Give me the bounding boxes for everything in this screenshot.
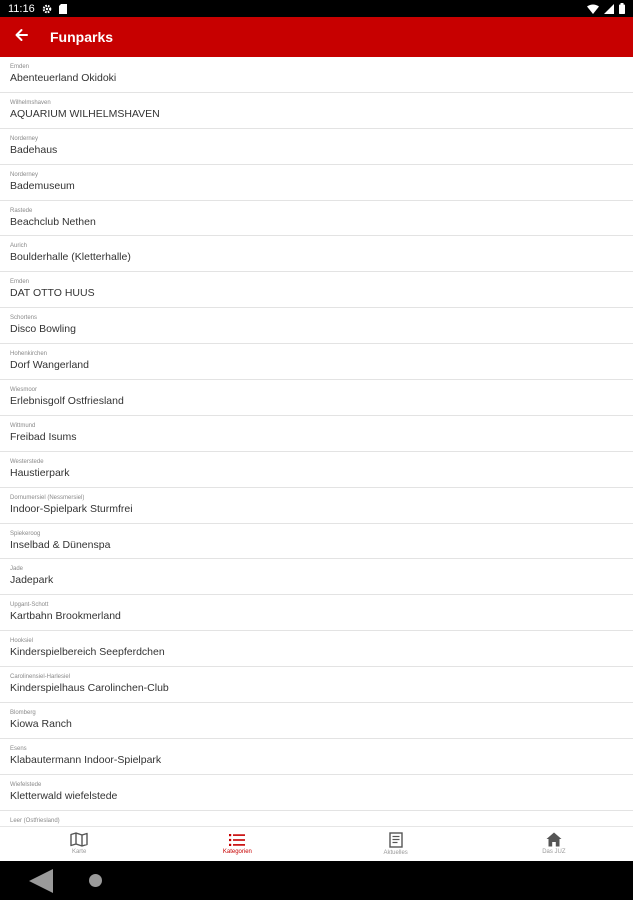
item-name: AQUARIUM WILHELMSHAVEN <box>10 107 160 120</box>
list-item[interactable] <box>0 165 633 201</box>
list-item[interactable] <box>0 57 633 93</box>
wifi-icon <box>587 4 599 14</box>
item-name: Bademuseum <box>10 179 75 192</box>
item-name: Dorf Wangerland <box>10 359 89 372</box>
item-name: Inselbad & Dünenspa <box>10 538 111 551</box>
list-item[interactable] <box>0 308 633 344</box>
item-city: Hohenkirchen <box>10 351 48 358</box>
item-city: Wilhelmshaven <box>10 99 51 106</box>
item-city: Wittmund <box>10 422 36 429</box>
item-city: Spiekeroog <box>10 530 41 537</box>
list-item[interactable] <box>0 811 633 826</box>
status-bar <box>0 0 633 17</box>
page-title: Funparks <box>50 29 114 45</box>
tab-das-juz[interactable] <box>475 827 633 861</box>
list-item[interactable] <box>0 524 633 560</box>
list-item[interactable] <box>0 272 633 308</box>
item-city: Jade <box>10 566 24 573</box>
arrow-back-icon <box>14 28 28 47</box>
item-city: Rastede <box>10 207 33 214</box>
signal-icon <box>604 4 614 14</box>
system-home-icon[interactable] <box>89 874 102 887</box>
item-city: Carolinensiel-Harlesiel <box>10 674 71 681</box>
item-city: Schortens <box>10 315 38 322</box>
item-city: Hooksiel <box>10 638 34 645</box>
item-name: Disco Bowling <box>10 323 76 336</box>
tab-label: Karte <box>71 849 87 855</box>
app-bar <box>0 17 633 57</box>
item-name: Klabautermann Indoor-Spielpark <box>10 753 162 766</box>
tab-label: Aktuelles <box>383 849 408 856</box>
list-item[interactable] <box>0 703 633 739</box>
list-icon <box>229 833 245 847</box>
item-name: Kinderspielhaus Carolinchen-Club <box>10 682 169 695</box>
funpark-list[interactable] <box>0 57 633 826</box>
settings-icon <box>42 4 52 14</box>
item-city: Emden <box>10 64 30 70</box>
item-city: Westerstede <box>10 458 44 465</box>
sd-card-icon <box>59 4 67 14</box>
list-item[interactable] <box>0 344 633 380</box>
list-item[interactable] <box>0 631 633 667</box>
news-icon <box>389 832 403 848</box>
item-city: Wiefelstede <box>10 781 42 788</box>
list-item[interactable] <box>0 559 633 595</box>
item-name: Kiowa Ranch <box>10 718 72 731</box>
tab-label: Das JUZ <box>542 849 566 855</box>
list-item[interactable] <box>0 452 633 488</box>
item-name: Kletterwald wiefelstede <box>10 789 118 802</box>
item-name: DAT OTTO HUUS <box>10 287 95 300</box>
list-item[interactable] <box>0 488 633 524</box>
item-city: Leer (Ostfriesland) <box>10 817 60 824</box>
item-city: Aurich <box>10 243 28 250</box>
item-name: Indoor-Spielpark Sturmfrei <box>10 502 133 515</box>
status-time: 11:16 <box>8 2 35 15</box>
item-name: Beachclub Nethen <box>10 215 96 228</box>
list-item[interactable] <box>0 595 633 631</box>
item-name: Kartbahn Brookmerland <box>10 610 121 623</box>
home-icon <box>546 832 562 847</box>
item-name: Kinderspielbereich Seepferdchen <box>10 646 165 659</box>
item-city: Upgant-Schott <box>10 602 49 609</box>
bottom-navigation <box>0 826 633 861</box>
list-item[interactable] <box>0 129 633 165</box>
list-item[interactable] <box>0 201 633 237</box>
list-item[interactable] <box>0 775 633 811</box>
item-name: Abenteuerland Okidoki <box>10 72 117 84</box>
tab-aktuelles[interactable] <box>317 827 475 861</box>
item-name: Jadepark <box>10 574 54 587</box>
list-item[interactable] <box>0 416 633 452</box>
item-name: Haustierpark <box>10 466 70 479</box>
map-icon <box>70 832 88 847</box>
item-city: Esens <box>10 745 27 752</box>
back-button[interactable] <box>0 17 42 57</box>
list-item[interactable] <box>0 380 633 416</box>
item-city: Norderney <box>10 135 39 142</box>
system-back-icon[interactable] <box>27 867 55 900</box>
list-item[interactable] <box>0 667 633 703</box>
item-name: Boulderhalle (Kletterhalle) <box>10 251 131 264</box>
list-item[interactable] <box>0 93 633 129</box>
system-navigation-bar <box>0 861 633 900</box>
item-name: Erlebnisgolf Ostfriesland <box>10 395 124 408</box>
item-name: Badehaus <box>10 143 58 156</box>
tab-kategorien[interactable] <box>158 827 316 861</box>
tab-karte[interactable] <box>0 827 158 861</box>
battery-icon <box>619 3 625 14</box>
item-name: Freibad Isums <box>10 430 77 443</box>
item-city: Emden <box>10 279 30 286</box>
item-city: Dornumersiel (Nessmersiel) <box>10 494 85 501</box>
tab-label: Kategorien <box>222 848 252 855</box>
list-item[interactable] <box>0 739 633 775</box>
item-city: Norderney <box>10 171 39 178</box>
item-city: Wiesmoor <box>10 387 38 394</box>
item-city: Blomberg <box>10 710 36 717</box>
list-item[interactable] <box>0 236 633 272</box>
